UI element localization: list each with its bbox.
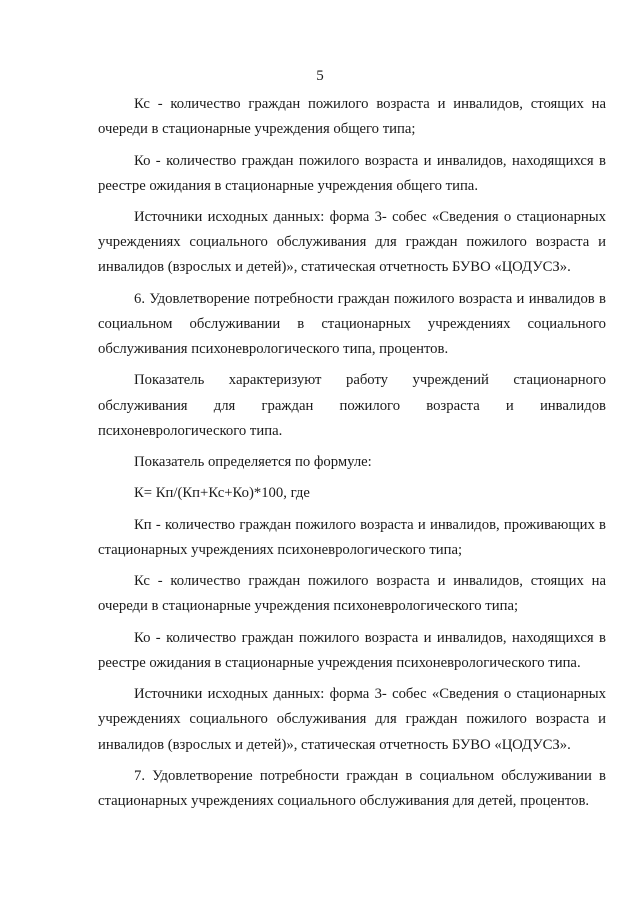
paragraph-indicator-description: Показатель характеризуют работу учреждений стационарного обслуживания для граждан пожилого возраста и инвалидов психоневрологического типа. [98, 372, 606, 439]
page-number: 5 [316, 68, 324, 84]
paragraph-item-7-heading: 7. Удовлетворение потребности граждан в социальном обслуживании в стационарных учреждениях социального обслуживания для детей, процентов. [98, 767, 606, 810]
paragraph-kc-general: Кс - количество граждан пожилого возраста и инвалидов, стоящих на очереди в стационарные учреждения общего типа; [98, 96, 606, 138]
paragraph-ko-psycho: Ко - количество граждан пожилого возраста и инвалидов, находящихся в реестре ожидания в стационарные учреждения психоневрологического типа. [98, 629, 606, 671]
document-body [98, 92, 606, 820]
paragraph-formula: К= Кп/(Кп+Кс+Ко)*100, где [134, 485, 310, 502]
paragraph-item-6-heading: 6. Удовлетворение потребности граждан пожилого возраста и инвалидов в социальном обслуживании в стационарных учреждениях социального обслуживания психоневрологического типа, процентов. [98, 290, 606, 358]
paragraph-kp-definition: Кп - количество граждан пожилого возраста и инвалидов, проживающих в стационарных учреждениях психоневрологического типа; [98, 516, 606, 558]
paragraph-sources-psycho: Источники исходных данных: форма 3- собес «Сведения о стационарных учреждениях социального обслуживания для граждан пожилого возраста и инвалидов (взрослых и детей)», статическая отчетность БУВО «ЦОДУСЗ». [98, 686, 606, 753]
paragraph-formula-intro: Показатель определяется по формуле: [134, 454, 372, 471]
paragraph-ko-general: Ко - количество граждан пожилого возраста и инвалидов, находящихся в реестре ожидания в стационарные учреждения общего типа. [98, 152, 606, 194]
paragraph-sources-general: Источники исходных данных: форма 3- собес «Сведения о стационарных учреждениях социального обслуживания для граждан пожилого возраста и инвалидов (взрослых и детей)», статическая отчетность БУВО «ЦОДУСЗ». [98, 209, 606, 276]
paragraph-kc-psycho: Кс - количество граждан пожилого возраста и инвалидов, стоящих на очереди в стационарные учреждения психоневрологического типа; [98, 573, 606, 615]
